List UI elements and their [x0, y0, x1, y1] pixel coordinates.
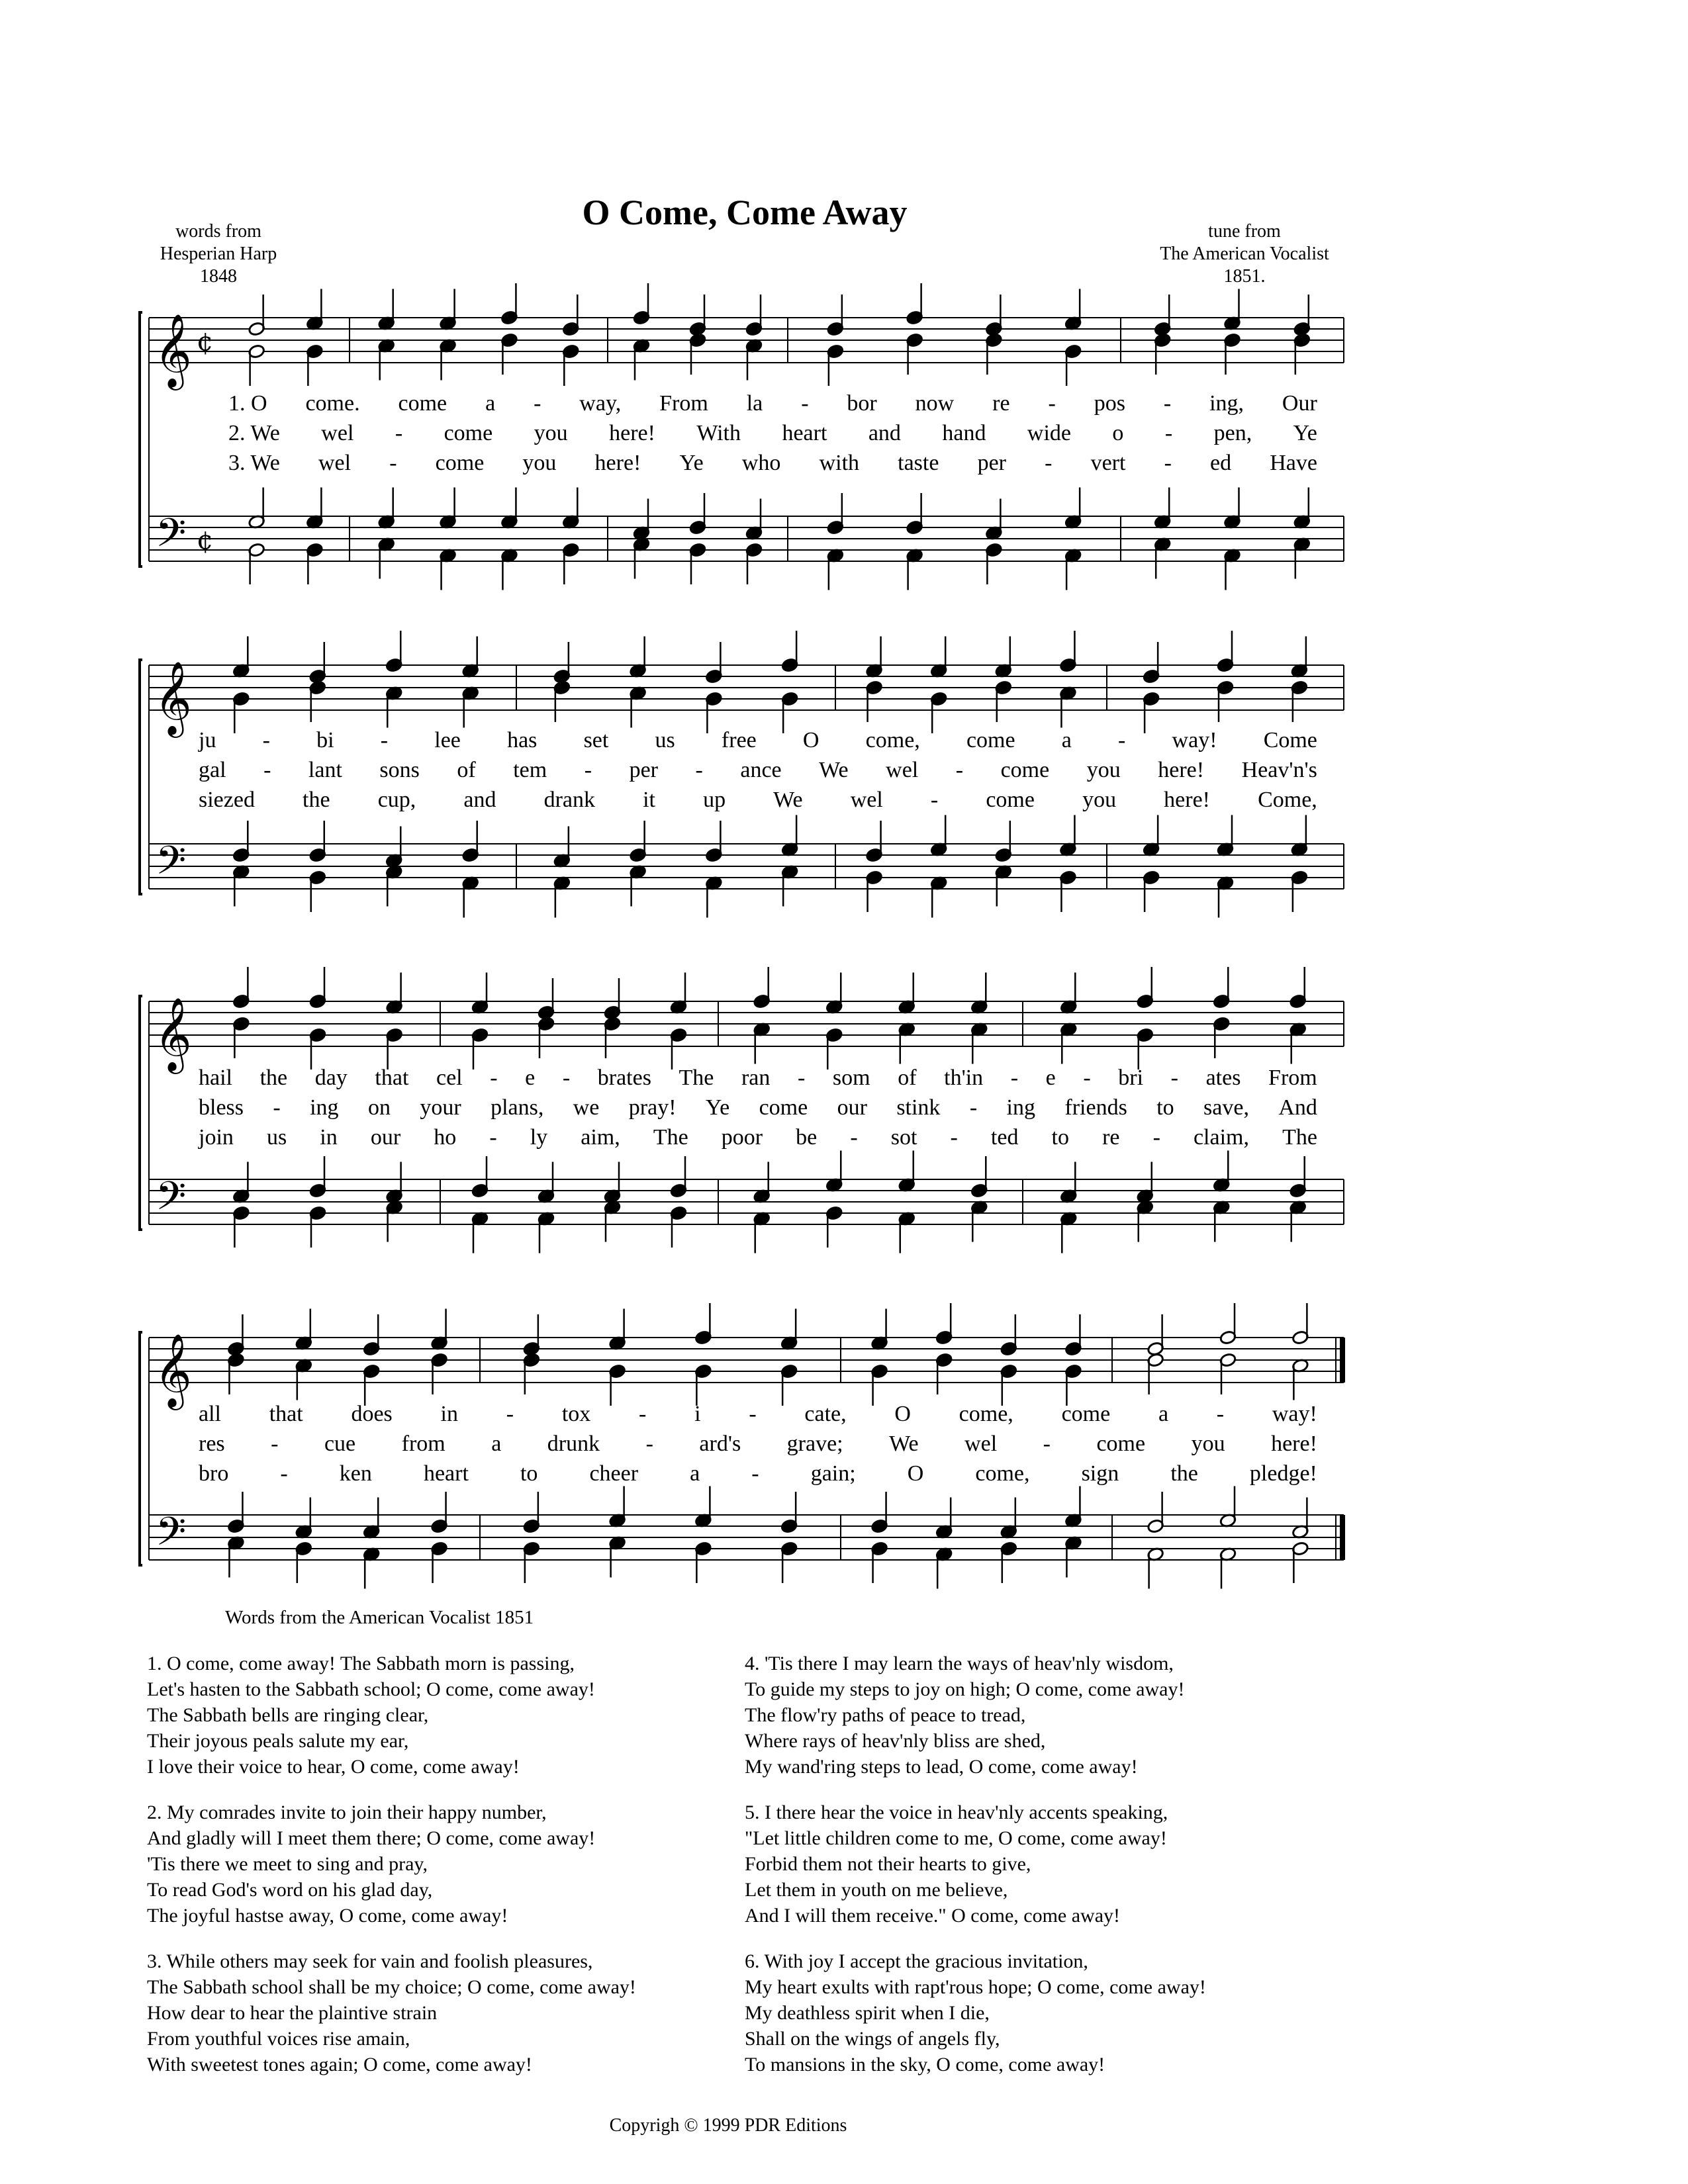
lyric-syllable: -: [280, 1461, 288, 1486]
lyric-syllable: to: [1051, 1125, 1069, 1150]
lyric-syllable: a: [491, 1432, 502, 1456]
lyric-syllable: tem: [513, 758, 547, 782]
lyric-line: [199, 1066, 1317, 1091]
lyric-syllable: to: [1156, 1095, 1174, 1120]
lyric-syllable: Heav'n's: [1241, 758, 1317, 782]
lyric-syllable: come: [444, 421, 493, 445]
lyric-syllable: a: [1158, 1402, 1169, 1426]
lyric-syllable: be: [796, 1125, 818, 1150]
lyric-syllable: poor: [721, 1125, 763, 1150]
lyric-syllable: tox: [561, 1402, 591, 1426]
lyric-syllable: 2. We: [228, 421, 280, 445]
lyric-syllable: of: [898, 1066, 917, 1090]
lyric-syllable: in: [320, 1125, 338, 1150]
lyric-syllable: sot: [890, 1125, 917, 1150]
lyric-syllable: From: [659, 391, 708, 416]
lyric-syllable: pledge!: [1249, 1461, 1317, 1486]
verse-line: "Let little children come to me, O come, come away!: [745, 1827, 1167, 1849]
lyric-syllable: siezed: [199, 788, 255, 812]
verse-1: [147, 1651, 743, 1780]
verse-line: Let's hasten to the Sabbath school; O come, come away!: [147, 1678, 595, 1700]
lyric-syllable: sign: [1081, 1461, 1119, 1486]
lyric-line: [199, 1402, 1317, 1427]
lyric-syllable: here!: [1158, 758, 1205, 782]
lyric-syllable: sons: [379, 758, 420, 782]
words-credit-line: Hesperian Harp: [160, 244, 277, 264]
verse-line: My deathless spirit when I die,: [745, 2002, 990, 2024]
lyric-syllable: res: [199, 1432, 225, 1456]
lyric-syllable: Have: [1270, 451, 1317, 475]
lyric-syllable: come,: [975, 1461, 1030, 1486]
lyric-syllable: heart: [782, 421, 827, 445]
lyric-syllable: cel: [436, 1066, 463, 1090]
lyric-syllable: aim,: [581, 1125, 620, 1150]
lyric-syllable: way,: [579, 391, 622, 416]
lyric-syllable: O: [802, 728, 820, 752]
lyric-syllable: drunk: [547, 1432, 600, 1456]
lyric-syllable: -: [1164, 421, 1173, 445]
lyric-syllable: way!: [1272, 1402, 1317, 1426]
lyric-syllable: join: [199, 1125, 234, 1150]
tune-credit-line: 1851.: [1223, 266, 1266, 287]
tune-credit-line: tune from: [1208, 221, 1281, 242]
verse-line: And I will them receive." O come, come away!: [745, 1905, 1121, 1927]
lyric-syllable: The: [653, 1125, 688, 1150]
lyric-line: [199, 758, 1317, 783]
lyric-syllable: taste: [898, 451, 939, 475]
verse-line: 5. I there hear the voice in heav'nly accents speaking,: [745, 1801, 1168, 1823]
lyric-syllable: -: [955, 758, 964, 782]
lyric-syllable: that: [269, 1402, 303, 1426]
words-note: Words from the American Vocalist 1851: [225, 1607, 534, 1628]
bass-clef-icon: 𝄢: [156, 1508, 187, 1564]
treble-clef-icon: 𝄞: [154, 1333, 192, 1407]
lyric-syllable: bor: [847, 391, 877, 416]
lyric-syllable: -: [263, 758, 271, 782]
lyric-syllable: bri: [1118, 1066, 1144, 1090]
verse-2: [147, 1799, 743, 1929]
verse-line: Where rays of heav'nly bliss are shed,: [745, 1730, 1046, 1752]
lyric-syllable: From: [1268, 1066, 1317, 1090]
cut-time-icon: ¢: [197, 326, 214, 357]
lyric-syllable: -: [380, 728, 389, 752]
lyric-syllable: us: [266, 1125, 287, 1150]
lyric-syllable: come.: [305, 391, 360, 416]
lyric-syllable: ju: [199, 728, 216, 752]
lyric-syllable: -: [490, 1066, 498, 1090]
treble-clef-icon: 𝄞: [154, 313, 192, 387]
lyric-syllable: come: [1061, 1402, 1111, 1426]
lyric-syllable: heart: [423, 1461, 469, 1486]
lyric-syllable: 1. O: [228, 391, 267, 416]
lyric-line: [199, 788, 1317, 813]
lyric-syllable: Come: [1263, 728, 1317, 752]
lyric-syllable: -: [1152, 1125, 1160, 1150]
lyric-syllable: -: [1164, 451, 1172, 475]
treble-clef-icon: 𝄞: [154, 997, 192, 1071]
lyric-syllable: with: [819, 451, 860, 475]
lyric-syllable: friends: [1064, 1095, 1127, 1120]
lyric-syllable: -: [395, 421, 403, 445]
lyric-syllable: re: [1102, 1125, 1120, 1150]
lyric-syllable: our: [837, 1095, 867, 1120]
lyric-syllable: som: [832, 1066, 870, 1090]
lyric-syllable: stink: [896, 1095, 941, 1120]
verse-line: My wand'ring steps to lead, O come, come away!: [745, 1756, 1138, 1778]
lyric-syllable: Ye: [705, 1095, 730, 1120]
verse-line: Forbid them not their hearts to give,: [745, 1853, 1031, 1875]
lyric-line: [199, 728, 1317, 753]
lyric-syllable: th'in: [944, 1066, 984, 1090]
lyric-syllable: all: [199, 1402, 221, 1426]
lyric-syllable: e: [525, 1066, 536, 1090]
lyric-syllable: -: [273, 1095, 281, 1120]
lyric-syllable: We: [773, 788, 803, 812]
lyric-syllable: and: [463, 788, 496, 812]
lyric-syllable: a: [485, 391, 496, 416]
lyric-syllable: the: [259, 1066, 288, 1090]
lyric-line: [199, 1432, 1317, 1457]
lyric-syllable: -: [930, 788, 939, 812]
cut-time-icon: ¢: [197, 525, 214, 556]
lyric-syllable: a: [690, 1461, 700, 1486]
lyric-syllable: ken: [339, 1461, 372, 1486]
lyric-syllable: -: [749, 1402, 757, 1426]
lyric-syllable: -: [271, 1432, 279, 1456]
bass-clef-icon: 𝄢: [156, 1173, 187, 1228]
verse-line: And gladly will I meet them there; O come, come away!: [147, 1827, 596, 1849]
verse-line: The Sabbath bells are ringing clear,: [147, 1704, 429, 1726]
lyric-syllable: cue: [324, 1432, 356, 1456]
lyric-syllable: and: [868, 421, 901, 445]
lyric-syllable: -: [1216, 1402, 1225, 1426]
lyric-syllable: -: [695, 758, 703, 782]
lyric-syllable: O: [894, 1402, 911, 1426]
copyright: Copyrigh © 1999 PDR Editions: [609, 2115, 847, 2136]
lyric-syllable: o: [1112, 421, 1124, 445]
lyric-syllable: vert: [1090, 451, 1126, 475]
verse-line: 6. With joy I accept the gracious invitation,: [745, 1950, 1088, 1972]
lyric-syllable: -: [534, 391, 541, 416]
lyric-syllable: lant: [308, 758, 342, 782]
lyric-syllable: come: [435, 451, 485, 475]
system-bracket: [140, 1332, 142, 1565]
lyric-syllable: pray!: [628, 1095, 677, 1120]
lyric-syllable: the: [303, 788, 330, 812]
lyric-syllable: come: [398, 391, 447, 416]
treble-clef-icon: 𝄞: [154, 660, 192, 735]
lyric-syllable: -: [1048, 391, 1056, 416]
lyric-line: [228, 391, 1317, 416]
lyric-syllable: Ye: [1293, 421, 1317, 445]
lyric-syllable: lee: [434, 728, 461, 752]
verse-line: 3. While others may seek for vain and foolish pleasures,: [147, 1950, 593, 1972]
lyric-syllable: cheer: [589, 1461, 639, 1486]
lyric-syllable: hail: [199, 1066, 232, 1090]
lyric-syllable: -: [1045, 451, 1053, 475]
lyric-syllable: here!: [609, 421, 655, 445]
lyric-syllable: -: [262, 728, 270, 752]
lyric-syllable: from: [401, 1432, 445, 1456]
lyric-syllable: We: [819, 758, 849, 782]
verse-line: Let them in youth on me believe,: [745, 1879, 1008, 1901]
lyric-syllable: O: [907, 1461, 924, 1486]
lyric-syllable: gal: [199, 758, 226, 782]
lyric-syllable: you: [1086, 758, 1121, 782]
lyric-syllable: -: [506, 1402, 514, 1426]
lyric-syllable: brates: [597, 1066, 651, 1090]
lyric-syllable: -: [1170, 1066, 1178, 1090]
words-credit-line: 1848: [200, 266, 237, 287]
lyric-syllable: -: [950, 1125, 958, 1150]
lyric-syllable: you: [534, 421, 568, 445]
lyric-syllable: save,: [1203, 1095, 1249, 1120]
lyric-syllable: the: [1170, 1461, 1198, 1486]
lyric-syllable: has: [507, 728, 538, 752]
words-credit-line: words from: [175, 221, 261, 242]
verse-5: [745, 1799, 1340, 1929]
lyric-syllable: per: [977, 451, 1006, 475]
lyric-syllable: does: [351, 1402, 393, 1426]
lyric-syllable: -: [1043, 1432, 1051, 1456]
verse-line: From youthful voices rise amain,: [147, 2028, 410, 2050]
lyric-syllable: who: [741, 451, 781, 475]
lyric-syllable: our: [370, 1125, 401, 1150]
verse-line: With sweetest tones again; O come, come away!: [147, 2054, 532, 2075]
system-bracket: [140, 312, 142, 567]
final-barline-thick: [1340, 1515, 1345, 1560]
lyric-syllable: ing: [1006, 1095, 1035, 1120]
lyric-syllable: wel: [318, 451, 352, 475]
lyric-syllable: ing: [310, 1095, 339, 1120]
lyric-syllable: 3. We: [228, 451, 280, 475]
lyric-syllable: come: [1000, 758, 1050, 782]
lyric-syllable: With: [696, 421, 741, 445]
lyric-syllable: -: [389, 451, 397, 475]
lyric-syllable: to: [520, 1461, 538, 1486]
lyric-syllable: come,: [865, 728, 920, 752]
lyric-syllable: The: [679, 1066, 714, 1090]
lyric-syllable: wel: [321, 421, 354, 445]
lyric-syllable: we: [573, 1095, 600, 1120]
lyric-syllable: Our: [1282, 391, 1317, 416]
bass-clef-icon: 𝄢: [156, 837, 187, 893]
lyric-syllable: e: [1045, 1066, 1056, 1090]
lyric-syllable: cup,: [377, 788, 416, 812]
lyric-syllable: you: [1082, 788, 1117, 812]
system-bracket: [140, 660, 142, 894]
lyric-syllable: -: [850, 1125, 858, 1150]
lyric-syllable: it: [643, 788, 655, 812]
lyric-syllable: bro: [199, 1461, 229, 1486]
bass-clef-icon: 𝄢: [156, 510, 187, 565]
lyric-syllable: We: [889, 1432, 919, 1456]
lyric-syllable: -: [801, 391, 809, 416]
lyric-syllable: re: [992, 391, 1010, 416]
verse-line: I love their voice to hear, O come, come away!: [147, 1756, 520, 1778]
lyric-line: [199, 1125, 1317, 1150]
lyric-line: [199, 1095, 1317, 1120]
lyric-syllable: set: [583, 728, 609, 752]
verse-line: How dear to hear the plaintive strain: [147, 2002, 438, 2024]
lyric-syllable: hand: [942, 421, 986, 445]
lyric-syllable: us: [655, 728, 675, 752]
lyric-syllable: -: [1163, 391, 1172, 416]
lyric-syllable: -: [584, 758, 592, 782]
lyric-syllable: bi: [316, 728, 334, 752]
lyric-syllable: come: [759, 1095, 808, 1120]
lyric-syllable: ho: [434, 1125, 457, 1150]
final-barline-thick: [1340, 1338, 1345, 1383]
lyric-syllable: drank: [543, 788, 595, 812]
verse-line: Shall on the wings of angels fly,: [745, 2028, 1000, 2050]
lyric-syllable: -: [489, 1125, 497, 1150]
verse-3: [147, 1948, 743, 2077]
lyric-syllable: day: [314, 1066, 348, 1090]
lyric-syllable: way!: [1172, 728, 1217, 752]
lyric-syllable: i: [694, 1402, 701, 1426]
lyric-syllable: ly: [530, 1125, 548, 1150]
lyric-syllable: -: [798, 1066, 806, 1090]
lyric-syllable: of: [457, 758, 476, 782]
verse-6: [745, 1948, 1340, 2077]
verse-line: The flow'ry paths of peace to tread,: [745, 1704, 1026, 1726]
lyric-syllable: grave;: [786, 1432, 843, 1456]
lyric-syllable: now: [915, 391, 955, 416]
lyric-syllable: a: [1061, 728, 1072, 752]
lyric-syllable: in: [440, 1402, 458, 1426]
verse-line: 2. My comrades invite to join their happy number,: [147, 1801, 547, 1823]
lyric-syllable: ard's: [699, 1432, 741, 1456]
lyric-syllable: wel: [886, 758, 919, 782]
lyric-syllable: -: [639, 1402, 647, 1426]
lyric-syllable: cate,: [804, 1402, 847, 1426]
lyric-syllable: you: [1191, 1432, 1225, 1456]
system-bracket: [140, 996, 142, 1230]
verse-4: [745, 1651, 1340, 1780]
lyric-syllable: free: [721, 728, 757, 752]
lyric-syllable: come: [986, 788, 1035, 812]
lyric-syllable: ing,: [1209, 391, 1244, 416]
verse-line: To read God's word on his glad day,: [147, 1879, 433, 1901]
lyric-syllable: come: [1096, 1432, 1146, 1456]
hymn-title: O Come, Come Away: [582, 193, 908, 232]
lyric-syllable: plans,: [491, 1095, 544, 1120]
lyric-syllable: -: [1083, 1066, 1091, 1090]
lyric-syllable: -: [562, 1066, 571, 1090]
lyric-syllable: gain;: [810, 1461, 856, 1486]
lyric-syllable: claim,: [1193, 1125, 1249, 1150]
lyric-syllable: ates: [1205, 1066, 1241, 1090]
lyric-syllable: come,: [959, 1402, 1013, 1426]
lyric-syllable: -: [751, 1461, 759, 1486]
lyric-syllable: -: [1118, 728, 1126, 752]
lyric-syllable: here!: [1164, 788, 1210, 812]
lyric-syllable: The: [1282, 1125, 1317, 1150]
lyric-syllable: wel: [964, 1432, 998, 1456]
lyric-syllable: here!: [594, 451, 641, 475]
lyric-syllable: wide: [1027, 421, 1071, 445]
lyric-syllable: your: [420, 1095, 461, 1120]
lyric-syllable: you: [522, 451, 557, 475]
lyric-syllable: pos: [1094, 391, 1125, 416]
lyric-syllable: And: [1278, 1095, 1317, 1120]
verse-line: To mansions in the sky, O come, come away!: [745, 2054, 1105, 2075]
verse-line: The joyful hastse away, O come, come away!: [147, 1905, 508, 1927]
lyric-line: [228, 421, 1317, 446]
lyric-line: [228, 451, 1317, 476]
lyric-syllable: here!: [1271, 1432, 1317, 1456]
lyric-syllable: bless: [199, 1095, 244, 1120]
tune-credit-line: The American Vocalist: [1160, 244, 1329, 264]
lyric-syllable: ran: [741, 1066, 771, 1090]
lyric-syllable: ed: [1210, 451, 1232, 475]
verse-line: 4. 'Tis there I may learn the ways of heav'nly wisdom,: [745, 1653, 1174, 1674]
lyric-syllable: -: [645, 1432, 653, 1456]
lyric-syllable: Ye: [679, 451, 704, 475]
verse-line: Their joyous peals salute my ear,: [147, 1730, 409, 1752]
lyric-syllable: on: [367, 1095, 391, 1120]
verse-line: My heart exults with rapt'rous hope; O come, come away!: [745, 1976, 1206, 1998]
verse-line: 1. O come, come away! The Sabbath morn is passing,: [147, 1653, 575, 1674]
lyric-syllable: -: [969, 1095, 978, 1120]
verse-line: The Sabbath school shall be my choice; O come, come away!: [147, 1976, 636, 1998]
lyric-syllable: wel: [850, 788, 883, 812]
verse-line: To guide my steps to joy on high; O come, come away!: [745, 1678, 1185, 1700]
lyric-syllable: Come,: [1258, 788, 1317, 812]
lyric-syllable: ance: [740, 758, 782, 782]
lyric-syllable: pen,: [1213, 421, 1252, 445]
lyric-syllable: that: [375, 1066, 409, 1090]
lyric-syllable: la: [746, 391, 763, 416]
verse-line: 'Tis there we meet to sing and pray,: [147, 1853, 428, 1875]
lyric-line: [199, 1461, 1317, 1486]
lyric-syllable: -: [1010, 1066, 1019, 1090]
lyric-syllable: ted: [990, 1125, 1019, 1150]
lyric-syllable: come: [966, 728, 1015, 752]
lyric-syllable: up: [703, 788, 726, 812]
lyric-syllable: per: [629, 758, 658, 782]
